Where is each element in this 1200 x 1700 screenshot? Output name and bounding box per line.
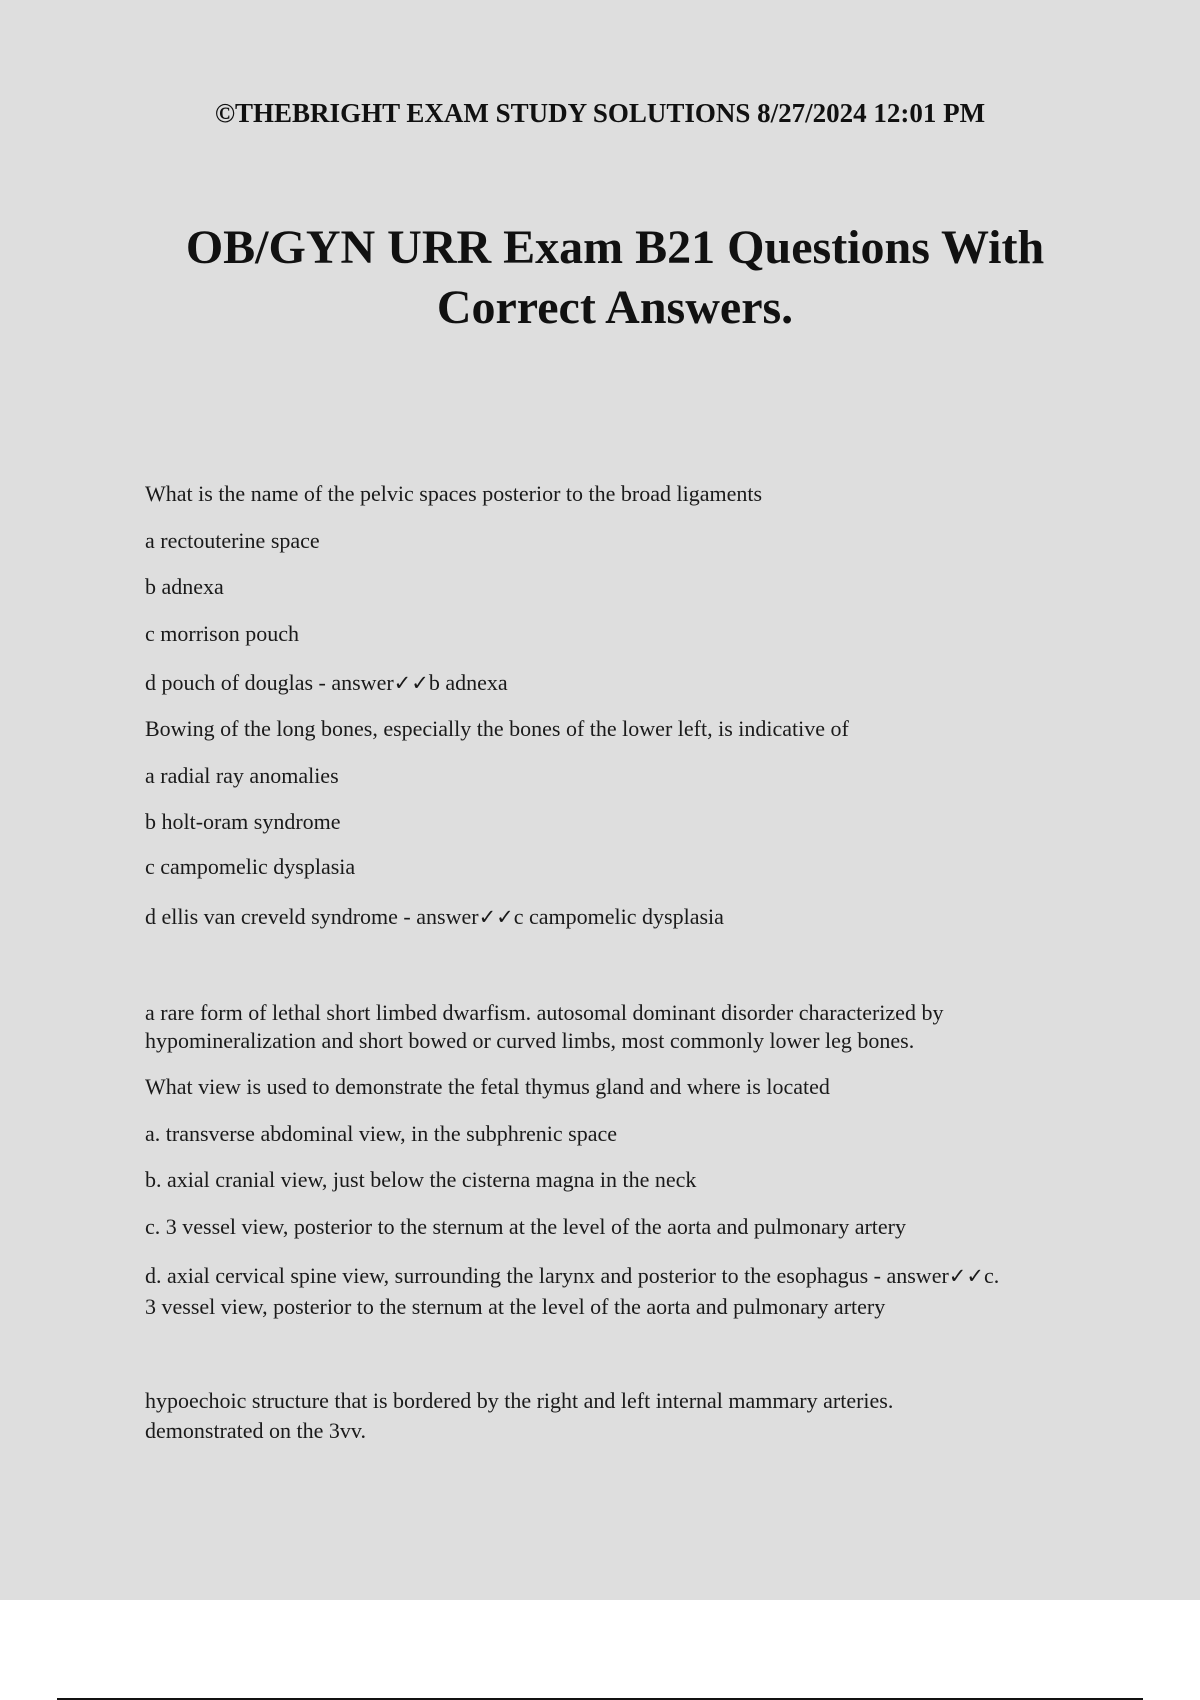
question-1-option-a: a rectouterine space [145, 528, 320, 553]
question-2-explanation-line-1: a rare form of lethal short limbed dwarfism. autosomal dominant disorder characterized by [145, 1000, 944, 1025]
option-d-text: d. axial cervical spine view, surrounding the larynx and posterior to the esophagus - answer [145, 1263, 949, 1288]
title-line-1: OB/GYN URR Exam B21 Questions With [185, 221, 1045, 274]
checkmark-icon: ✓✓ [948, 1264, 984, 1288]
question-3-option-c: c. 3 vessel view, posterior to the sternum at the level of the aorta and pulmonary artery [145, 1214, 906, 1239]
question-3-option-d [145, 1261, 1090, 1291]
question-1-option-b: b adnexa [145, 574, 224, 599]
checkmark-icon: ✓✓ [393, 671, 429, 695]
question-2-option-c: c campomelic dysplasia [145, 854, 356, 879]
document-title [150, 218, 1080, 338]
question-1-option-d [145, 668, 1090, 698]
question-3-answer-continued: 3 vessel view, posterior to the sternum at the level of the aorta and pulmonary artery [145, 1294, 886, 1319]
question-3-option-b: b. axial cranial view, just below the cisterna magna in the neck [145, 1167, 697, 1192]
question-3-explanation-line-1: hypoechoic structure that is bordered by the right and left internal mammary arteries. [145, 1388, 894, 1413]
question-3-text: What view is used to demonstrate the fetal thymus gland and where is located [145, 1074, 830, 1099]
question-3-explanation-line-2: demonstrated on the 3vv. [145, 1418, 366, 1443]
question-2-option-b: b holt-oram syndrome [145, 809, 341, 834]
checkmark-icon: ✓✓ [478, 905, 514, 929]
question-3-option-a: a. transverse abdominal view, in the subphrenic space [145, 1121, 618, 1146]
question-1-option-c: c morrison pouch [145, 621, 299, 646]
option-d-text: d ellis van creveld syndrome - answer [145, 904, 479, 929]
answer-text: b adnexa [428, 670, 508, 695]
question-2-explanation-line-2: hypomineralization and short bowed or curved limbs, most commonly lower leg bones. [145, 1028, 915, 1053]
question-2-text: Bowing of the long bones, especially the bones of the lower left, is indicative of [145, 716, 849, 741]
question-1-text: What is the name of the pelvic spaces posterior to the broad ligaments [145, 481, 763, 506]
document-header: ©THEBRIGHT EXAM STUDY SOLUTIONS 8/27/2024 12:01 PM [214, 98, 986, 128]
option-d-text: d pouch of douglas - answer [145, 670, 394, 695]
question-2-option-a: a radial ray anomalies [145, 763, 339, 788]
title-line-2: Correct Answers. [436, 281, 794, 334]
answer-text: c. [984, 1263, 1000, 1288]
question-2-option-d [145, 902, 1090, 932]
answer-text: c campomelic dysplasia [513, 904, 724, 929]
